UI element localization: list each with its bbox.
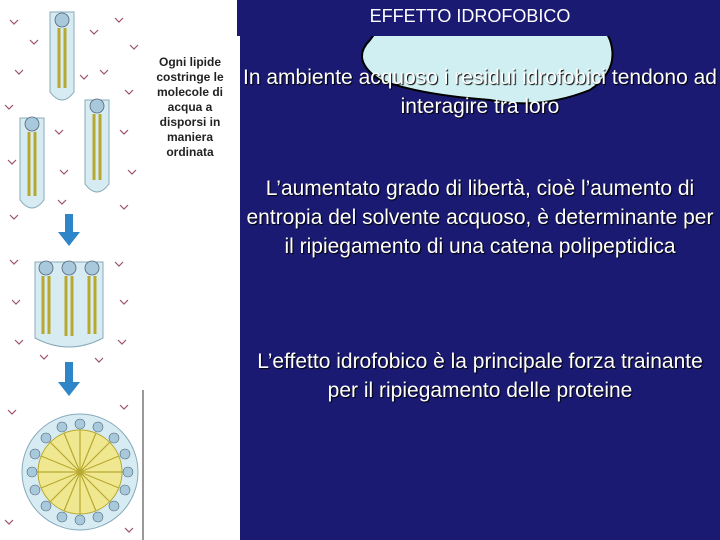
paragraph-2: L’aumentato grado di libertà, cioè l’aumento di entropia del solvente acquoso, è determinante per il ripiegamento di una catena polipeptidica <box>246 177 714 258</box>
lipid-caption: Ogni lipide costringe le molecole di acqua a disporsi in maniera ordinata <box>156 55 224 159</box>
lipid-cage-2 <box>20 117 44 208</box>
paragraph-1: In ambiente acquoso i residui idrofobici tendono ad interagire tra loro <box>243 66 717 118</box>
lipid-cage-3 <box>85 99 109 192</box>
paragraph-3: L’effetto idrofobico è la principale forza trainante per il ripiegamento delle proteine <box>257 350 703 402</box>
slide-title: EFFETTO IDROFOBICO <box>369 6 571 26</box>
lipid-cluster <box>35 261 103 347</box>
lipid-cage-1 <box>50 12 74 100</box>
